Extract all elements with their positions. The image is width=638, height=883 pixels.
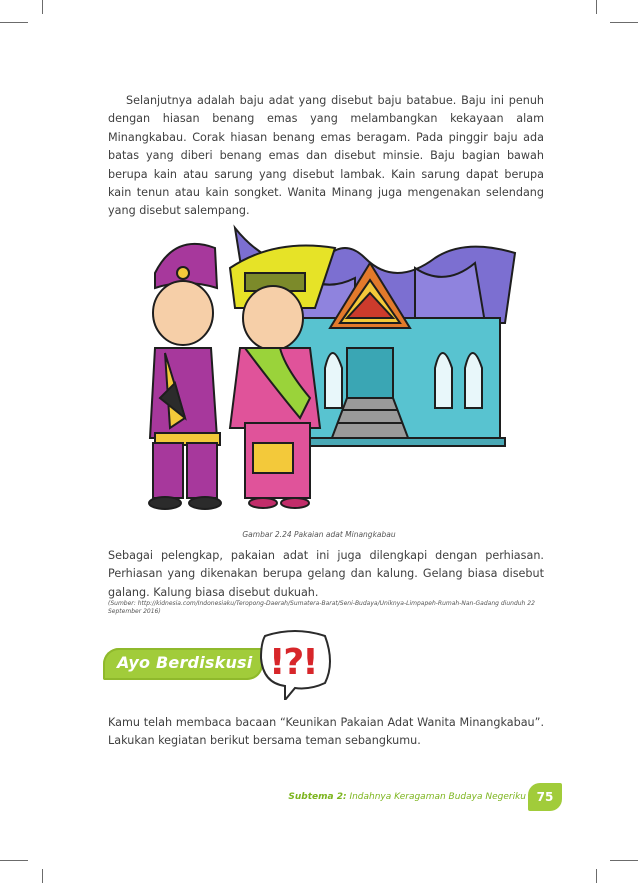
crop-mark xyxy=(596,869,597,883)
paragraph-instruction: Kamu telah membaca bacaan “Keunikan Pakaian Adat Wanita Minangkabau”. Lakukan kegiatan berikut bersama teman sebangkumu. xyxy=(108,716,544,748)
activity-label: Ayo Berdiskusi xyxy=(117,653,253,672)
boy-figure-icon xyxy=(149,244,221,509)
page-number: 75 xyxy=(528,783,562,811)
crop-mark xyxy=(0,860,28,861)
crop-mark xyxy=(596,0,597,14)
source-note: (Sumber: http://kidnesia.com/Indonesiaku/Teropong-Daerah/Sumatera-Barat/Seni-Budaya/Uniknya-Limpapeh-Rumah-Nan-Gadang diunduh 22 September 2016) xyxy=(108,600,535,615)
crop-mark xyxy=(42,0,43,14)
crop-mark xyxy=(610,22,638,23)
crop-mark xyxy=(42,869,43,883)
illustration-minangkabau xyxy=(125,218,545,518)
paragraph-perhiasan: Sebagai pelengkap, pakaian adat ini juga dilengkapi dengan perhiasan. Perhiasan yang dikenakan berupa gelang dan kalung. Gelang biasa disebut galang. Kalung biasa disebut dukuah. xyxy=(108,549,544,599)
footer-subtema xyxy=(288,792,526,802)
figure-caption: Gambar 2.24 Pakaian adat Minangkabau xyxy=(242,530,396,539)
illustration-svg xyxy=(125,218,545,518)
bubble-symbols: !?! xyxy=(269,642,317,683)
speech-bubble-icon xyxy=(255,628,335,700)
activity-badge xyxy=(103,648,263,680)
crop-mark xyxy=(610,860,638,861)
footer-subtema-title: Indahnya Keragaman Budaya Negeriku xyxy=(349,792,526,802)
paragraph-intro: Selanjutnya adalah baju adat yang disebut baju batabue. Baju ini penuh dengan hiasan benang emas yang melambangkan kekayaan alam Minangkabau. Corak hiasan benang emas beragam. Pada pinggir baju ada batas yang diberi benang emas dan disebut minsie. Baju bagian bawah berupa kain atau sarung yang disebut lambak. Kain sarung dapat berupa kain tenun atau kain songket. Wanita Minang juga mengenakan selendang yang disebut salempang. xyxy=(108,94,544,218)
footer-subtema-label: Subtema 2: xyxy=(288,792,347,802)
crop-mark xyxy=(0,22,28,23)
